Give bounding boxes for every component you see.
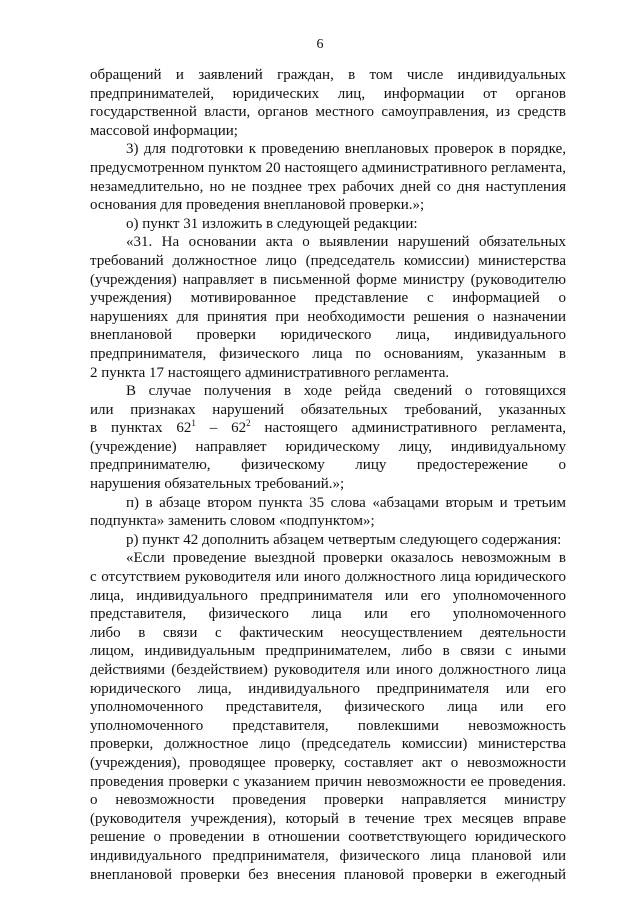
text-line: (учреждения) направляет в письменной форме министру (руководителю — [90, 271, 566, 288]
page-number: 6 — [316, 37, 324, 52]
document-body — [90, 66, 566, 884]
text-line: либо в связи с фактическим неосуществлением деятельности — [90, 624, 566, 641]
text-fragment: – 62 — [195, 420, 247, 437]
text-line: лица, индивидуального предпринимателя или его уполномоченного — [90, 587, 566, 604]
text-line: (учреждения), проводящее проверку, составляет акт о невозможности — [90, 754, 566, 771]
text-line: действиями (бездействием) руководителя или иного должностного лица — [90, 662, 566, 678]
text-line: 3) для подготовки к проведению внеплановых проверок в порядке, — [126, 141, 566, 158]
text-line: основания для проведения внеплановой проверки.»; — [90, 197, 425, 214]
text-line: учреждения) мотивированное представление с информацией о — [90, 290, 566, 307]
text-line: проведения проверки с указанием причин невозможности ее проведения. — [90, 773, 566, 790]
text-line: государственной власти, органов местного самоуправления, из средств — [90, 104, 566, 121]
text-line: (учреждение) направляет юридическому лицу, индивидуальному — [90, 438, 566, 455]
text-line: п) в абзаце втором пункта 35 слова «абзацами вторым и третьим — [126, 494, 566, 511]
text-line: массовой информации; — [90, 122, 238, 139]
text-line: нарушениях для принятия при необходимости решения о назначении — [90, 308, 566, 325]
text-line — [90, 419, 566, 438]
text-fragment: в пунктах 62 — [90, 420, 192, 437]
text-line: индивидуального предпринимателя, физического лица плановой или — [90, 847, 566, 864]
text-line: незамедлительно, но не позднее трех рабочих дней со дня наступления — [90, 178, 566, 195]
text-line: нарушения обязательных требований.»; — [90, 476, 345, 493]
text-line: обращений и заявлений граждан, в том числе индивидуальных — [90, 67, 566, 83]
text-line: уполномоченного представителя, повлекшими невозможность — [90, 717, 566, 734]
text-line: «31. На основании акта о выявлении нарушений обязательных — [126, 234, 566, 251]
text-line: предпринимателя, физического лица по основаниям, указанным в — [90, 345, 566, 362]
text-line: предусмотренном пунктом 20 настоящего административного регламента, — [90, 159, 566, 176]
superscript: 1 — [191, 419, 196, 429]
text-line: юридического лица, индивидуального предпринимателя или его — [90, 680, 566, 697]
text-fragment: настоящего административного регламента, — [264, 420, 566, 437]
text-line: представителя, физического лица или его уполномоченного — [90, 606, 566, 623]
text-line: предпринимателю, физическому лицу предостережение о — [90, 457, 566, 474]
text-line: предпринимателей, юридических лиц, информации от органов — [90, 85, 566, 102]
text-line: р) пункт 42 дополнить абзацем четвертым следующего содержания: — [126, 531, 562, 548]
text-line: с отсутствием руководителя или иного должностного лица юридического — [90, 569, 566, 586]
text-line: решение о проведении в отношении соответствующего юридического — [90, 829, 566, 846]
text-line: о) пункт 31 изложить в следующей редакции: — [126, 215, 418, 232]
text-line: о невозможности проведения проверки направляется министру — [90, 792, 566, 809]
superscript: 2 — [246, 419, 251, 429]
text-line: подпункта» заменить словом «подпунктом»; — [90, 513, 375, 530]
text-line: «Если проведение выездной проверки оказалось невозможным в — [126, 550, 566, 567]
text-line: В случае получения в ходе рейда сведений о готовящихся — [126, 383, 566, 400]
text-line: проверки, должностное лицо (председатель комиссии) министерства — [90, 736, 566, 753]
text-line: внеплановой проверки юридического лица, индивидуального — [90, 327, 566, 344]
text-line: (руководителя учреждения), который в течение трех месяцев вправе — [90, 810, 566, 827]
text-line: 2 пункта 17 настоящего административного регламента. — [90, 364, 450, 381]
text-line: уполномоченного представителя, физического лица или его — [90, 699, 566, 716]
text-line: внеплановой проверки без внесения плановой проверки в ежегодный — [90, 866, 566, 883]
text-line: требований должностное лицо (председатель комиссии) министерства — [90, 252, 566, 269]
text-line: или признаках нарушений обязательных требований, указанных — [90, 401, 566, 418]
text-line: лицом, индивидуальным предпринимателем, либо в связи с иными — [90, 643, 566, 660]
